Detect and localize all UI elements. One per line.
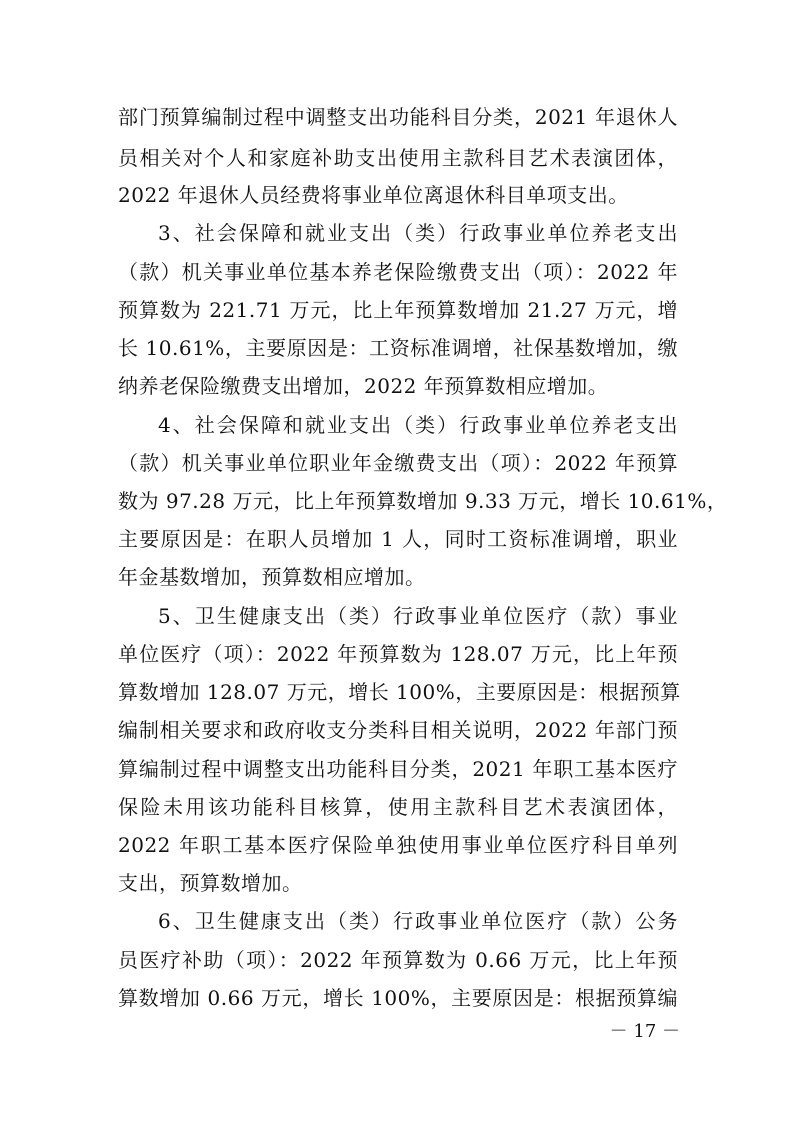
text-line: 算数增加 0.66 万元，增长 100%，主要原因是：根据预算编 [118,986,678,1010]
page-number: － 17 － [609,1021,680,1042]
text-line: 2022 年退休人员经费将事业单位离退休科目单项支出。 [118,183,629,207]
paragraph-start-line: 4、社会保障和就业支出（类）行政事业单位养老支出 [158,413,678,437]
text-line: 2022 年职工基本医疗保险单独使用事业单位医疗科目单列 [118,833,678,857]
text-line: 员医疗补助（项）：2022 年预算数为 0.66 万元，比上年预 [118,948,678,972]
text-line: 主要原因是：在职人员增加 1 人，同时工资标准调增，职业 [118,527,678,551]
paragraph-start-line: 5、卫生健康支出（类）行政事业单位医疗（款）事业 [158,604,678,628]
text-line: 保险未用该功能科目核算，使用主款科目艺术表演团体， [118,795,678,819]
text-line: 长 10.61%，主要原因是：工资标准调增，社保基数增加，缴 [118,336,678,360]
text-line: 算编制过程中调整支出功能科目分类，2021 年职工基本医疗 [118,757,678,781]
text-line: 年金基数增加，预算数相应增加。 [118,565,426,589]
text-line: 算数增加 128.07 万元，增长 100%，主要原因是：根据预算 [118,680,681,704]
text-line: 数为 97.28 万元，比上年预算数增加 9.33 万元，增长 10.61%， [118,489,728,513]
paragraph-start-line: 3、社会保障和就业支出（类）行政事业单位养老支出 [158,221,678,245]
text-line: （款）机关事业单位职业年金缴费支出（项）：2022 年预算 [118,451,678,475]
text-line: 单位医疗（项）：2022 年预算数为 128.07 万元，比上年预 [118,642,678,666]
text-line: （款）机关事业单位基本养老保险缴费支出（项）：2022 年 [118,260,678,284]
text-line: 预算数为 221.71 万元，比上年预算数增加 21.27 万元，增 [118,298,678,322]
paragraph-start-line: 6、卫生健康支出（类）行政事业单位医疗（款）公务 [158,909,678,933]
text-line: 员相关对个人和家庭补助支出使用主款科目艺术表演团体， [118,146,678,170]
text-line: 纳养老保险缴费支出增加，2022 年预算数相应增加。 [118,374,609,398]
text-line: 支出，预算数增加。 [118,871,303,895]
text-line: 部门预算编制过程中调整支出功能科目分类，2021 年退休人 [118,105,678,129]
text-line: 编制相关要求和政府收支分类科目相关说明，2022 年部门预 [118,718,678,742]
